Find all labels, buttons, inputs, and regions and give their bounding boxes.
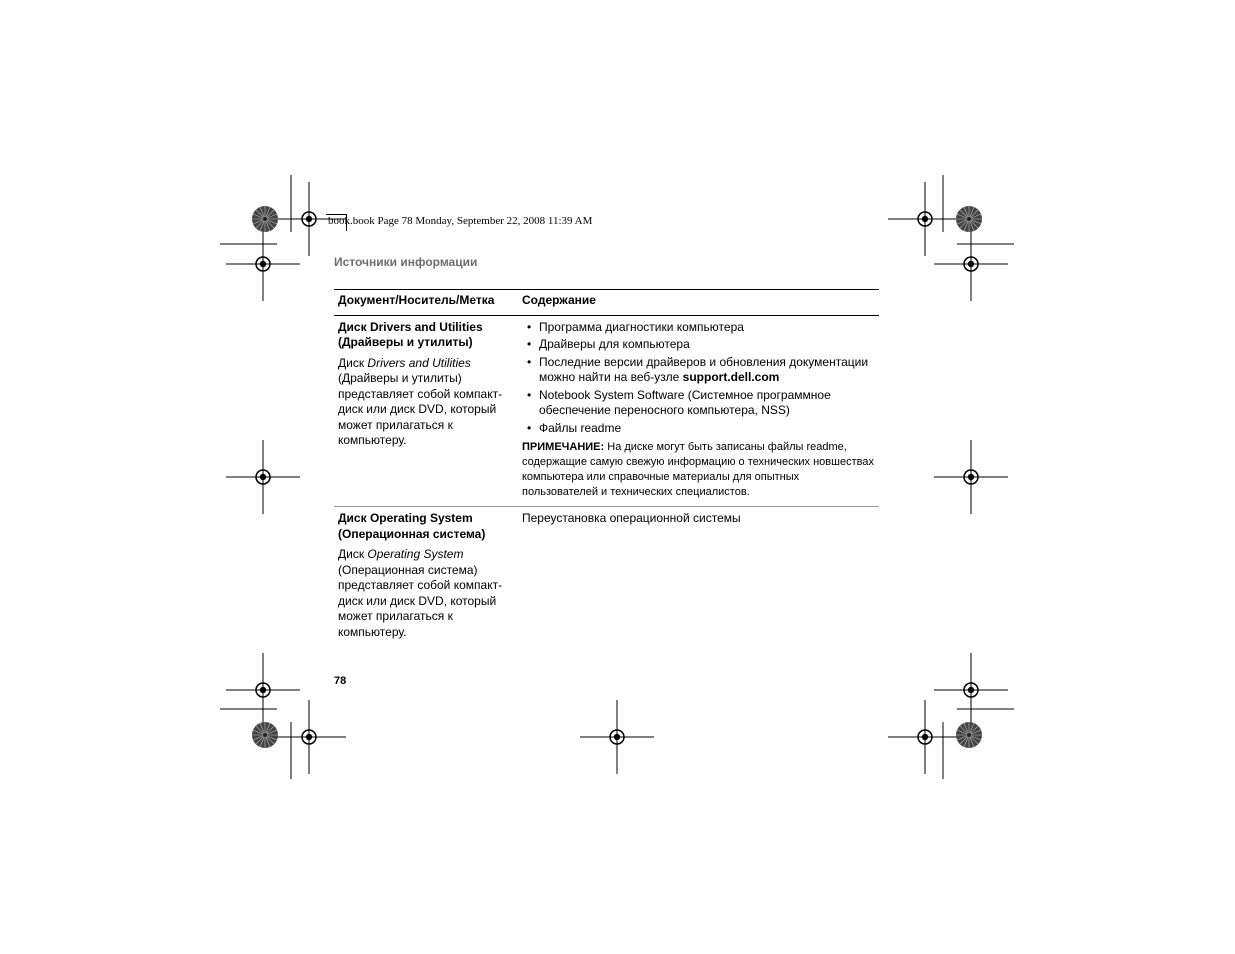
list-item: • Notebook System Software (Системное программное обеспечение переносного компьютера, NSS)	[522, 388, 875, 419]
document-description	[338, 356, 514, 449]
list-item: • Файлы readme	[522, 421, 875, 437]
table-header-row	[334, 290, 879, 316]
column-header-content: Содержание	[518, 290, 879, 316]
section-title: Источники информации	[334, 255, 478, 269]
description-italic-title: Drivers and Utilities	[367, 355, 471, 370]
list-item	[522, 355, 875, 386]
document-cell	[334, 507, 518, 647]
note	[522, 440, 875, 500]
table-row	[334, 315, 879, 507]
note-label: ПРИМЕЧАНИЕ:	[522, 441, 605, 453]
table-row	[334, 507, 879, 647]
list-item: • Драйверы для компьютера	[522, 337, 875, 353]
support-url: support.dell.com	[682, 370, 780, 384]
description-text: (Драйверы и утилиты) представляет собой компакт-диск или диск DVD, который может прилагаться к компьютеру.	[338, 371, 503, 447]
info-table	[334, 289, 879, 646]
document-description	[338, 547, 514, 640]
content-list	[522, 320, 875, 437]
page-number: 78	[334, 675, 347, 687]
description-prefix: Диск	[338, 355, 368, 370]
description-italic-title: Operating System	[367, 547, 464, 561]
description-text: (Операционная система) представляет собой компакт-диск или диск DVD, который может прилагаться к компьютеру.	[338, 562, 503, 639]
description-prefix: Диск	[338, 547, 368, 561]
book-header: book.book Page 78 Monday, September 22, 2008 11:39 AM	[328, 215, 593, 227]
list-item-text: Последние версии драйверов и обновления документации можно найти на веб-узле	[539, 354, 869, 384]
list-item: • Программа диагностики компьютера	[522, 320, 875, 336]
column-header-document: Документ/Носитель/Метка	[334, 290, 518, 316]
document-name: Диск Operating System (Операционная система)	[338, 511, 486, 541]
document-name: Диск Drivers and Utilities (Драйверы и утилиты)	[338, 319, 483, 349]
content-cell: Переустановка операционной системы	[522, 511, 741, 525]
document-cell	[334, 315, 518, 507]
note-text: На диске могут быть записаны файлы readme, содержащие самую свежую информацию о технических новшествах компьютера или справочные материалы для опытных пользователей и технических специалистов.	[522, 441, 874, 498]
content-cell	[518, 315, 879, 507]
